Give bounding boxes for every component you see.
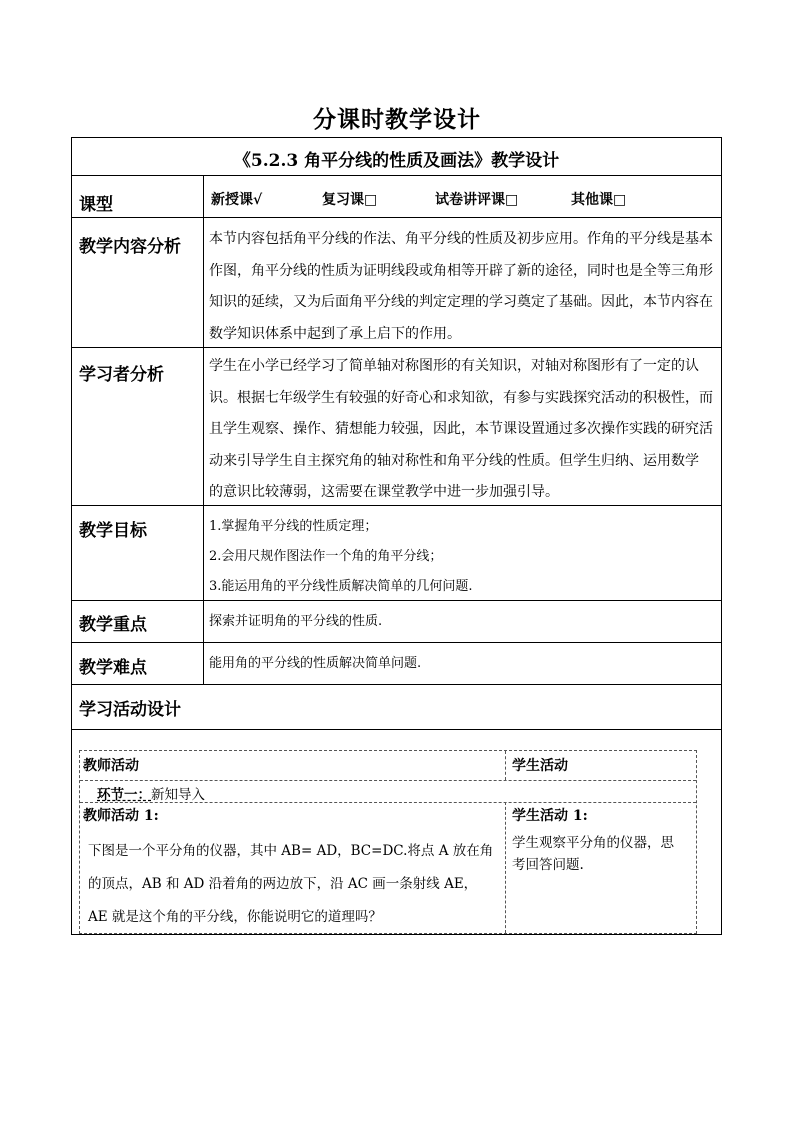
- text-line: 下图是一个平分角的仪器，其中 AB= AD，BC=DC.将点 A 放在角: [88, 843, 494, 859]
- lesson-type-option: 新授课√: [211, 192, 263, 208]
- section-name: 新知导入: [151, 787, 205, 803]
- row-divider: [72, 729, 721, 730]
- learner-analysis-label: 学习者分析: [79, 365, 164, 385]
- teacher-activity-text: [88, 835, 500, 934]
- goals-label: 教学目标: [79, 521, 147, 541]
- row-divider: [80, 780, 696, 781]
- text-line: 作图，角平分线的性质为证明线段或角相等开辟了新的途径，同时也是全等三角形: [209, 262, 713, 279]
- column-divider: [203, 175, 204, 684]
- row-divider: [72, 175, 721, 176]
- text-line: 数学知识体系中起到了承上启下的作用。: [209, 325, 461, 342]
- student-activity-header: 学生活动: [512, 758, 568, 774]
- text-line: AE 就是这个角的平分线，你能说明它的道理吗？: [88, 909, 382, 925]
- text-line: 本节内容包括角平分线的作法、角平分线的性质及初步应用。作角的平分线是基本: [209, 231, 713, 247]
- learner-analysis-text: [209, 351, 717, 509]
- lesson-type-option: 复习课□: [322, 192, 378, 208]
- text-line: 的顶点，AB 和 AD 沿着角的两边放下，沿 AC 画一条射线 AE，: [88, 876, 478, 892]
- section-heading: [97, 783, 205, 803]
- content-analysis-label: 教学内容分析: [79, 237, 181, 257]
- plan-title: 《5.2.3 角平分线的性质及画法》教学设计: [233, 151, 560, 171]
- goal-item: 2.会用尺规作图法作一个角的角平分线；: [209, 549, 443, 564]
- student-activity-text: [512, 832, 692, 876]
- teacher-activity-title: 教师活动 1:: [83, 808, 159, 824]
- activity-table: [79, 750, 697, 934]
- content-analysis-text: [209, 224, 717, 350]
- text-line: 且学生观察、操作、猜想能力较强，因此，本节课设置通过多次操作实践的研究活: [209, 421, 713, 437]
- row-divider: [72, 684, 721, 685]
- text-line: 考回答问题.: [512, 857, 584, 873]
- difficulty-label: 教学难点: [79, 658, 147, 678]
- row-divider: [72, 600, 721, 601]
- page-title: 分课时教学设计: [313, 106, 481, 133]
- column-divider: [505, 802, 506, 933]
- row-divider: [72, 217, 721, 218]
- goal-item: 3.能运用角的平分线性质解决简单的几何问题.: [209, 579, 473, 594]
- row-divider: [72, 642, 721, 643]
- text-line: 学生观察平分角的仪器，思: [512, 835, 674, 851]
- key-point-text: 探索并证明角的平分线的性质.: [209, 614, 383, 629]
- text-line: 的意识比较薄弱，这需要在课堂教学中进一步加强引导。: [209, 484, 559, 500]
- section-prefix: 环节一：: [97, 787, 151, 803]
- text-line: 知识的延续，又为后面角平分线的判定定理的学习奠定了基础。因此，本节内容在: [209, 294, 713, 310]
- lesson-type-label: 课型: [79, 195, 113, 215]
- column-divider: [505, 751, 506, 780]
- lesson-type-option: 试卷讲评课□: [435, 192, 519, 208]
- text-line: 识。根据七年级学生有较强的好奇心和求知欲，有参与实践探究活动的积极性，而: [209, 389, 713, 406]
- text-line: 学生在小学已经学习了简单轴对称图形的有关知识，对轴对称图形有了一定的认: [209, 358, 699, 374]
- activity-design-label: 学习活动设计: [79, 700, 181, 720]
- key-point-label: 教学重点: [79, 615, 147, 635]
- teacher-activity-header: 教师活动: [83, 758, 139, 774]
- goal-item: 1.掌握角平分线的性质定理；: [209, 519, 378, 534]
- lesson-type-option: 其他课□: [571, 192, 627, 208]
- text-line: 动来引导学生自主探究角的轴对称性和角平分线的性质。但学生归纳、运用数学: [209, 452, 699, 469]
- lesson-plan-table: [71, 137, 722, 935]
- difficulty-text: 能用角的平分线的性质解决简单问题.: [209, 656, 422, 671]
- student-activity-title: 学生活动 1:: [512, 808, 588, 824]
